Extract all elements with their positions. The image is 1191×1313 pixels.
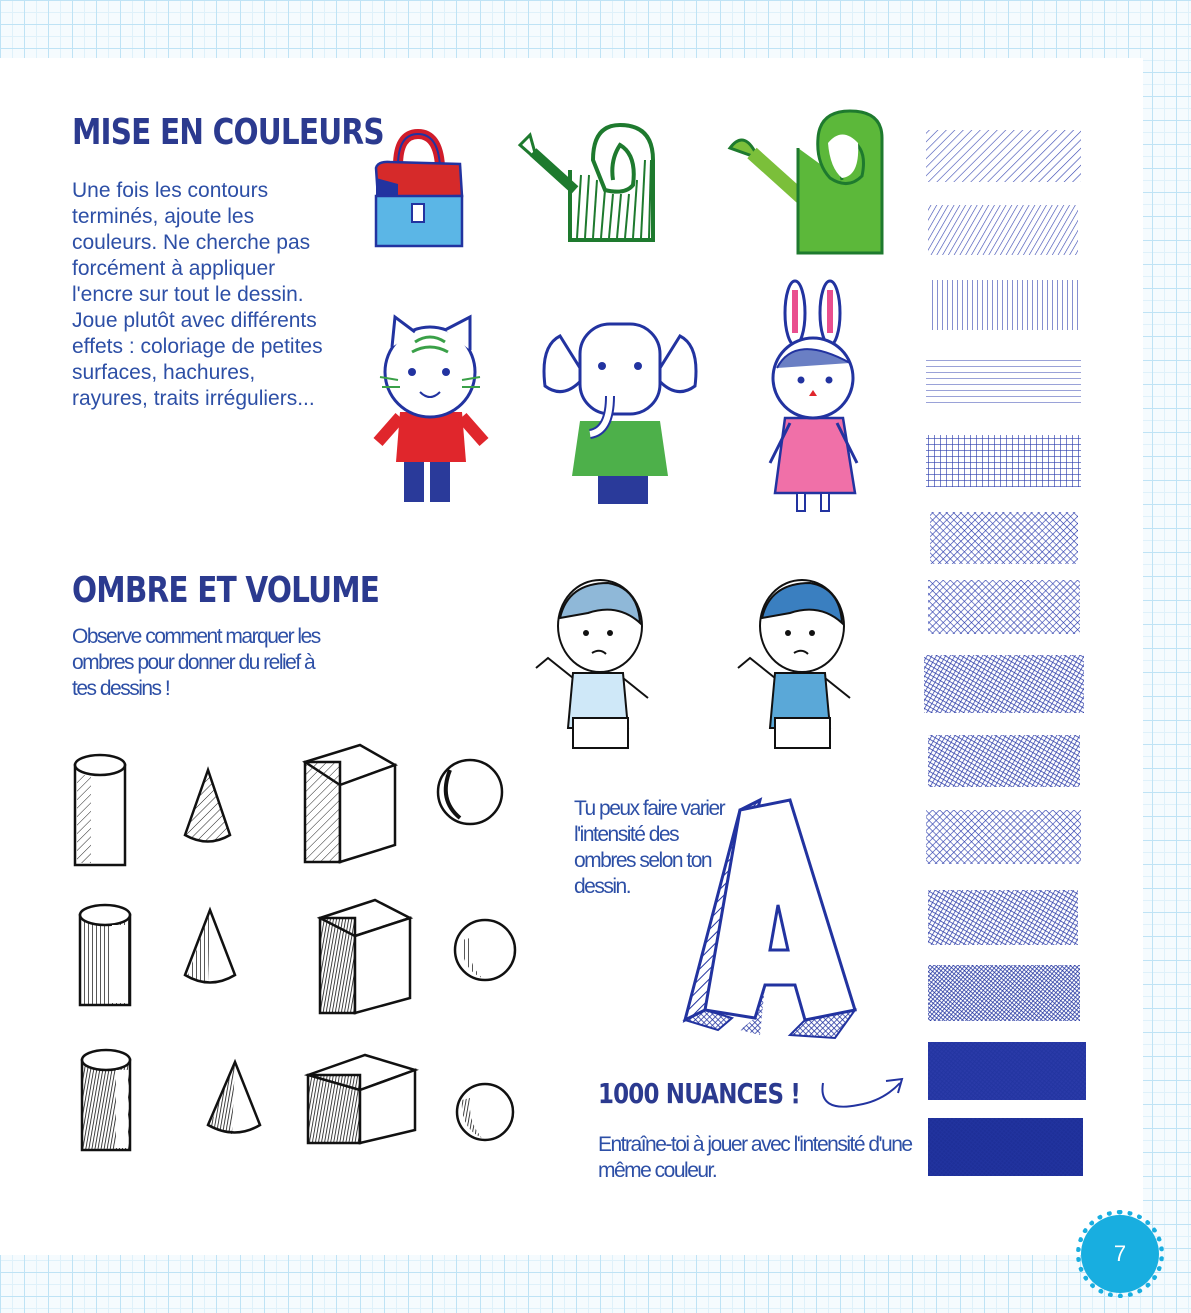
cylinder-row1 bbox=[75, 755, 125, 865]
cone-row1 bbox=[185, 770, 230, 842]
hatching-swatches bbox=[922, 120, 1092, 1180]
nuances-title: 1000 NUANCES ! bbox=[598, 1077, 801, 1110]
sphere-row2 bbox=[455, 920, 515, 980]
letter-a-illustration bbox=[670, 790, 880, 1050]
elephant-illustration bbox=[540, 316, 700, 516]
nuances-text: Entraîne-toi à jouer avec l'intensité d'une même couleur. bbox=[598, 1133, 912, 1182]
rabbit-illustration bbox=[765, 278, 865, 518]
coloring-title: MISE EN COULEURS bbox=[72, 112, 384, 153]
watering-can-colored-illustration bbox=[730, 108, 890, 258]
shadow-text: Observe comment marquer les ombres pour donner du relief à tes dessins ! bbox=[72, 625, 320, 700]
watering-can-hatched-illustration bbox=[515, 120, 665, 250]
cylinder-row3 bbox=[82, 1050, 130, 1150]
letter-note-text: Tu peux faire varier l'intensité des ombres selon ton dessin. bbox=[574, 797, 725, 898]
shapes-grid bbox=[60, 740, 530, 1160]
cone-row3 bbox=[208, 1062, 260, 1134]
boy-strong-shading-illustration bbox=[730, 578, 870, 758]
curved-arrow-icon bbox=[818, 1075, 908, 1115]
coloring-text: Une fois les contours terminés, ajoute les couleurs. Ne cherche pas forcément à appliquer l'encre sur tout le dessin. Joue plutôt avec différents effets : coloriage de petites surfaces, hachures, rayures, traits irréguliers... bbox=[72, 179, 323, 410]
boy-light-shading-illustration bbox=[528, 578, 668, 758]
page-number-badge bbox=[1081, 1215, 1159, 1293]
cylinder-row2 bbox=[80, 905, 130, 1005]
sphere-row3 bbox=[457, 1084, 513, 1140]
cat-illustration bbox=[370, 312, 490, 512]
cone-row2 bbox=[185, 910, 235, 983]
shadow-title: OMBRE ET VOLUME bbox=[72, 570, 380, 611]
toolbox-illustration bbox=[368, 126, 468, 251]
page-number: 7 bbox=[1113, 1241, 1127, 1266]
cube-row2 bbox=[320, 900, 410, 1013]
cube-row1 bbox=[305, 745, 395, 862]
cube-row3 bbox=[308, 1055, 415, 1143]
sphere-row1 bbox=[438, 760, 502, 824]
